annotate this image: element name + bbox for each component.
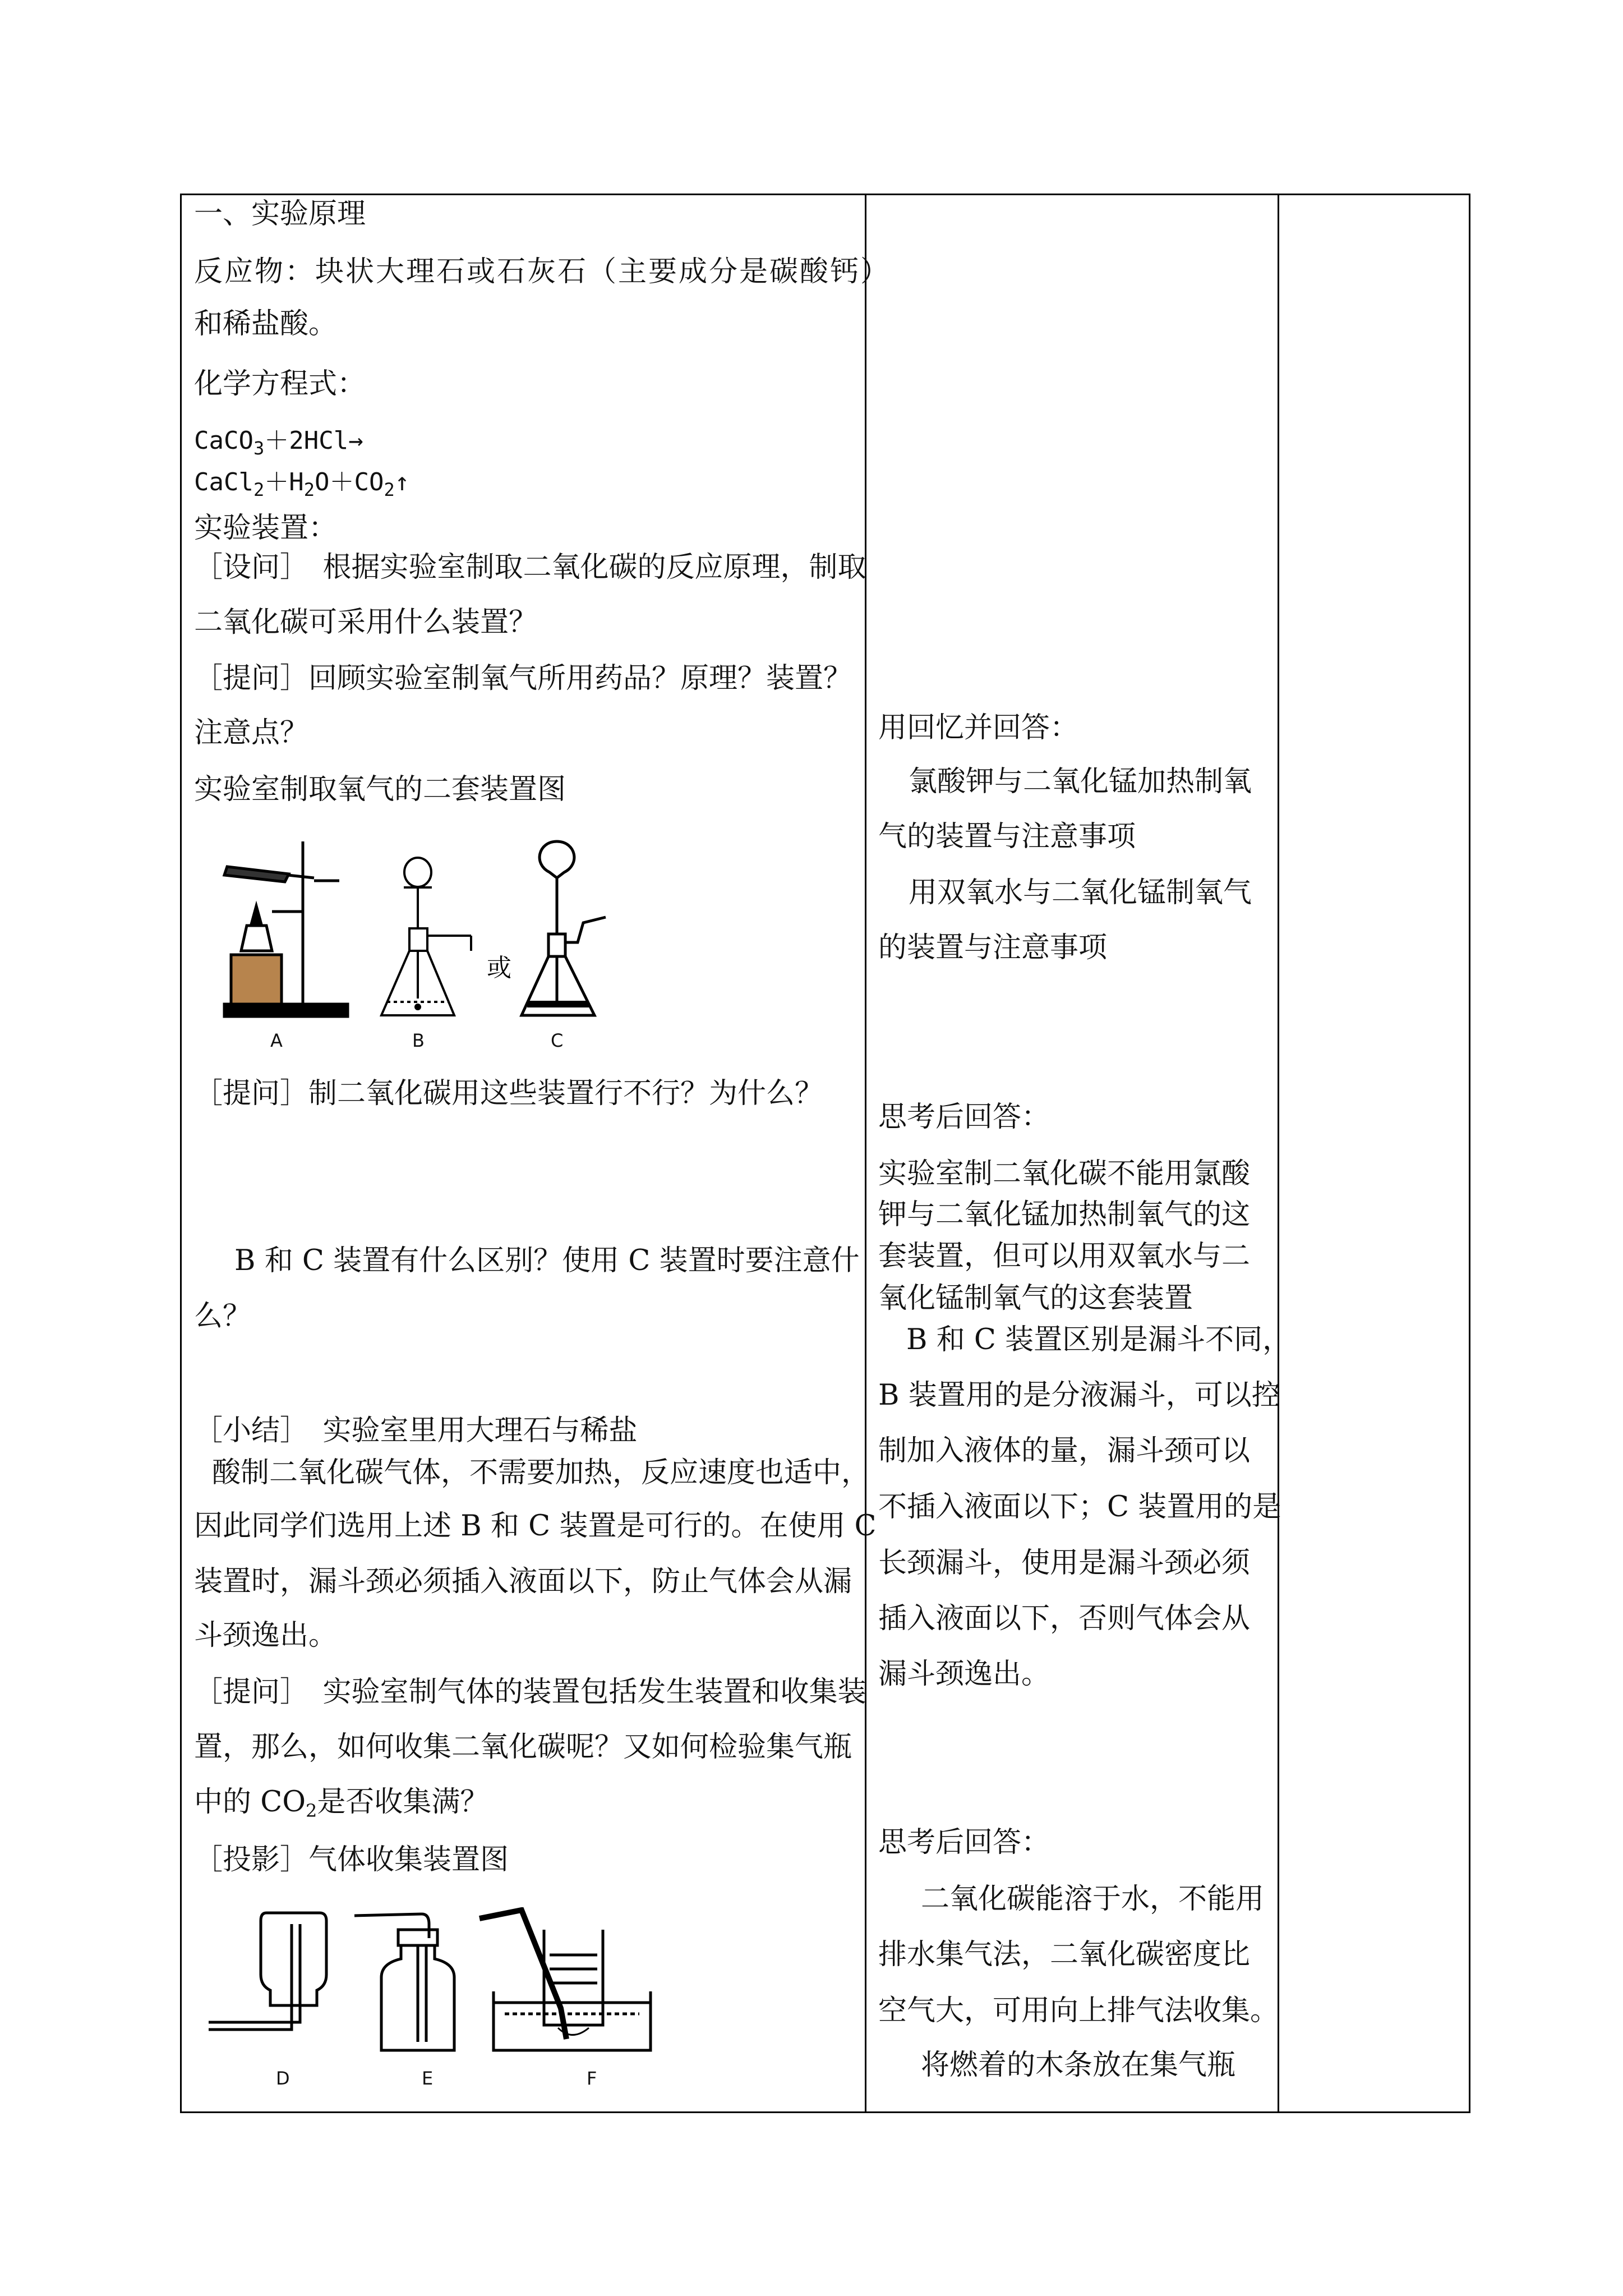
question-4-line-2: 么？ [194, 1300, 252, 1333]
question-1-line-2: 二氧化碳可采用什么装置？ [194, 606, 538, 639]
answer-3-line-6: 插入液面以下，否则气体会从 [878, 1602, 1251, 1635]
equation-line-2 [194, 466, 409, 507]
answer-2-line-2: 钾与二氧化锰加热制氧气的这 [878, 1198, 1251, 1231]
equation-2-text-b: ＋H [264, 468, 304, 496]
answer-1-line-3: 用双氧水与二氧化锰制氧气 [909, 876, 1252, 909]
apparatus-label: 实验装置： [194, 512, 338, 545]
answer-4-line-4: 将燃着的木条放在集气瓶 [921, 2049, 1236, 2082]
question-4-line-1: B 和 C 装置有什么区别？使用 C 装置时要注意什 [234, 1244, 860, 1277]
summary-line-5: 斗颈逸出。 [194, 1619, 338, 1652]
gas-collection-figure [208, 1907, 667, 2092]
column-divider-1 [865, 194, 866, 2113]
equation-2-text-c: O＋CO [315, 468, 384, 496]
equation-2-sub-3: 2 [384, 479, 395, 500]
answer-3-line-5: 长颈漏斗，使用是漏斗颈必须 [878, 1547, 1251, 1580]
answer-1-line-2: 气的装置与注意事项 [878, 820, 1136, 853]
figure-1-label-c: C [551, 1030, 564, 1051]
summary-line-2: 酸制二氧化碳气体，不需要加热，反应速度也适中， [212, 1456, 870, 1489]
equation-1-sub: 3 [253, 438, 265, 459]
figure-2-label-e: E [422, 2068, 434, 2089]
figure-1-or-text: 或 [487, 954, 511, 982]
question-1-line-1: ［设问］ 根据实验室制取二氧化碳的反应原理，制取 [194, 551, 866, 584]
answer-1-line-4: 的装置与注意事项 [878, 931, 1108, 964]
answer-3-line-2: B 装置用的是分液漏斗，可以控 [878, 1379, 1280, 1412]
summary-line-1: ［小结］ 实验室里用大理石与稀盐 [194, 1414, 638, 1447]
oxygen-apparatus-figure [219, 836, 623, 1060]
figure-1-label-b: B [412, 1030, 425, 1051]
question-3: ［提问］制二氧化碳用这些装置行不行？为什么？ [194, 1077, 824, 1110]
equation-1-text-b: ＋2HCl→ [264, 426, 363, 455]
figure-2-label-d: D [276, 2068, 290, 2089]
answer-4-line-3: 空气大，可用向上排气法收集。 [878, 1994, 1279, 2027]
answer-2-line-3: 套装置，但可以用双氧水与二 [878, 1240, 1251, 1273]
answer-1-heading: 用回忆并回答： [878, 711, 1079, 744]
answer-4-heading: 思考后回答： [878, 1826, 1050, 1859]
reactants-line-2: 和稀盐酸。 [194, 307, 338, 341]
answer-4-line-2: 排水集气法，二氧化碳密度比 [878, 1938, 1251, 1971]
figure-1-label-a: A [270, 1030, 283, 1051]
section-heading: 一、实验原理 [194, 197, 366, 231]
answer-3-line-3: 制加入液体的量，漏斗颈可以 [878, 1434, 1251, 1467]
equation-1-text-a: CaCO [194, 426, 253, 455]
question-5-line-3 [194, 1786, 488, 1828]
question-5-line-1: ［提问］ 实验室制气体的装置包括发生装置和收集装 [194, 1676, 866, 1709]
apparatus-e [354, 1914, 454, 2050]
question-2-line-2: 注意点？ [194, 716, 309, 749]
figure-2-label-f: F [587, 2068, 597, 2089]
question-5-text-b: 是否收集满？ [317, 1786, 489, 1819]
question-2-line-1: ［提问］回顾实验室制氧气所用药品？原理？装置？ [194, 662, 852, 695]
question-5-text-a: 中的 CO [194, 1786, 306, 1819]
apparatus-b [381, 858, 471, 1015]
apparatus-a [224, 841, 348, 1016]
summary-line-4: 装置时，漏斗颈必须插入液面以下，防止气体会从漏 [194, 1565, 852, 1598]
equation-line-1 [194, 424, 363, 465]
answer-2-line-4: 氧化锰制氧气的这套装置 [878, 1282, 1193, 1315]
answer-2-heading: 思考后回答： [878, 1101, 1050, 1134]
answer-2-line-1: 实验室制二氧化碳不能用氯酸 [878, 1157, 1251, 1190]
summary-line-3: 因此同学们选用上述 B 和 C 装置是可行的。在使用 C [194, 1510, 877, 1543]
question-5-line-2: 置，那么，如何收集二氧化碳呢？又如何检验集气瓶 [194, 1731, 852, 1764]
apparatus-d [209, 1913, 326, 2030]
answer-3-line-7: 漏斗颈逸出。 [878, 1658, 1050, 1691]
question-5-sub: 2 [306, 1800, 317, 1821]
column-divider-2 [1278, 194, 1279, 2113]
equation-2-sub-1: 2 [253, 479, 265, 500]
reactants-line-1: 反应物：块状大理石或石灰石（主要成分是碳酸钙） [194, 255, 891, 288]
projection-heading: ［投影］气体收集装置图 [194, 1843, 509, 1876]
answer-1-line-1: 氯酸钾与二氧化锰加热制氧 [909, 765, 1252, 798]
answer-4-line-1: 二氧化碳能溶于水，不能用 [921, 1883, 1265, 1916]
apparatus-f [479, 1910, 651, 2050]
apparatus-c [522, 841, 606, 1015]
answer-3-line-4: 不插入液面以下；C 装置用的是 [878, 1490, 1281, 1524]
equation-2-sub-2: 2 [303, 479, 315, 500]
equation-label: 化学方程式： [194, 367, 366, 401]
equation-2-text-a: CaCl [194, 468, 253, 496]
figure-1-caption: 实验室制取氧气的二套装置图 [194, 773, 566, 806]
equation-2-text-d: ↑ [394, 468, 410, 496]
answer-3-line-1: B 和 C 装置区别是漏斗不同， [906, 1323, 1292, 1356]
